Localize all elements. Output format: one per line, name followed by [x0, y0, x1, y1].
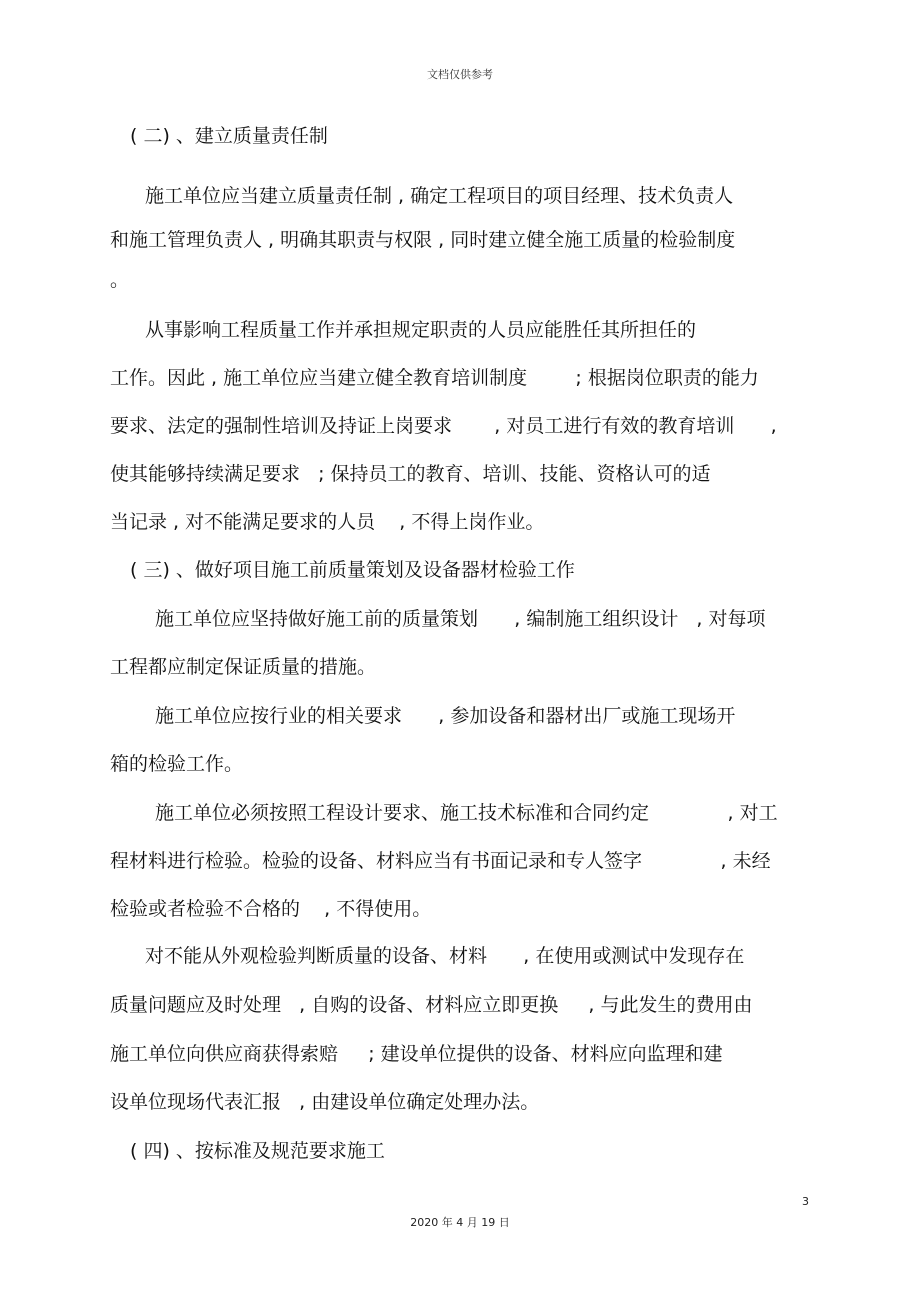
paragraph-line: 对不能从外观检验判断质量的设备、材料 , 在使用或测试中发现存在 — [145, 945, 745, 967]
paragraph-line: 施工单位必须按照工程设计要求、施工技术标准和合同约定 , 对工 — [155, 802, 778, 824]
paragraph-line: 要求、法定的强制性培训及持证上岗要求 , 对员工进行有效的教育培训 , — [110, 415, 777, 437]
section-heading: ( 四) 、按标准及规范要求施工 — [130, 1140, 385, 1162]
paragraph-line: 和施工管理负责人 , 明确其职责与权限 , 同时建立健全施工质量的检验制度 — [110, 229, 736, 251]
paragraph-line: 程材料进行检验。检验的设备、材料应当有书面记录和专人签字 , 未经 — [110, 850, 771, 872]
paragraph-line: 箱的检验工作。 — [110, 753, 244, 775]
page-number: 3 — [802, 1195, 809, 1208]
paragraph-line: 施工单位应按行业的相关要求 , 参加设备和器材出厂或施工现场开 — [155, 705, 736, 727]
paragraph-line: 施工单位向供应商获得索赔 ; 建设单位提供的设备、材料应向监理和建 — [110, 1043, 723, 1065]
paragraph-line: 当记录 , 对不能满足要求的人员 , 不得上岗作业。 — [110, 511, 545, 533]
section-heading: ( 三) 、做好项目施工前质量策划及设备器材检验工作 — [130, 559, 575, 581]
paragraph-line: 使其能够持续满足要求 ; 保持员工的教育、培训、技能、资格认可的适 — [110, 463, 711, 485]
page-header: 文档仅供参考 — [427, 68, 493, 81]
section-heading: ( 二) 、建立质量责任制 — [130, 125, 328, 147]
paragraph-line: 检验或者检验不合格的 , 不得使用。 — [110, 898, 432, 920]
paragraph-line: 施工单位应坚持做好施工前的质量策划 , 编制施工组织设计 , 对每项 — [155, 608, 766, 630]
paragraph-line: 设单位现场代表汇报 , 由建设单位确定处理办法。 — [110, 1091, 540, 1113]
paragraph-line: 质量问题应及时处理 , 自购的设备、材料应立即更换 , 与此发生的费用由 — [110, 994, 753, 1016]
paragraph-line: 工作。因此 , 施工单位应当建立健全教育培训制度 ; 根据岗位职责的能力 — [110, 367, 759, 389]
paragraph-line: 施工单位应当建立质量责任制 , 确定工程项目的项目经理、技术负责人 — [145, 185, 734, 207]
paragraph-line: 从事影响工程质量工作并承担规定职责的人员应能胜任其所担任的 — [145, 319, 697, 341]
paragraph-line: 。 — [110, 269, 130, 291]
footer-date: 2020 年 4 月 19 日 — [410, 1216, 510, 1229]
paragraph-line: 工程都应制定保证质量的措施。 — [110, 656, 377, 678]
